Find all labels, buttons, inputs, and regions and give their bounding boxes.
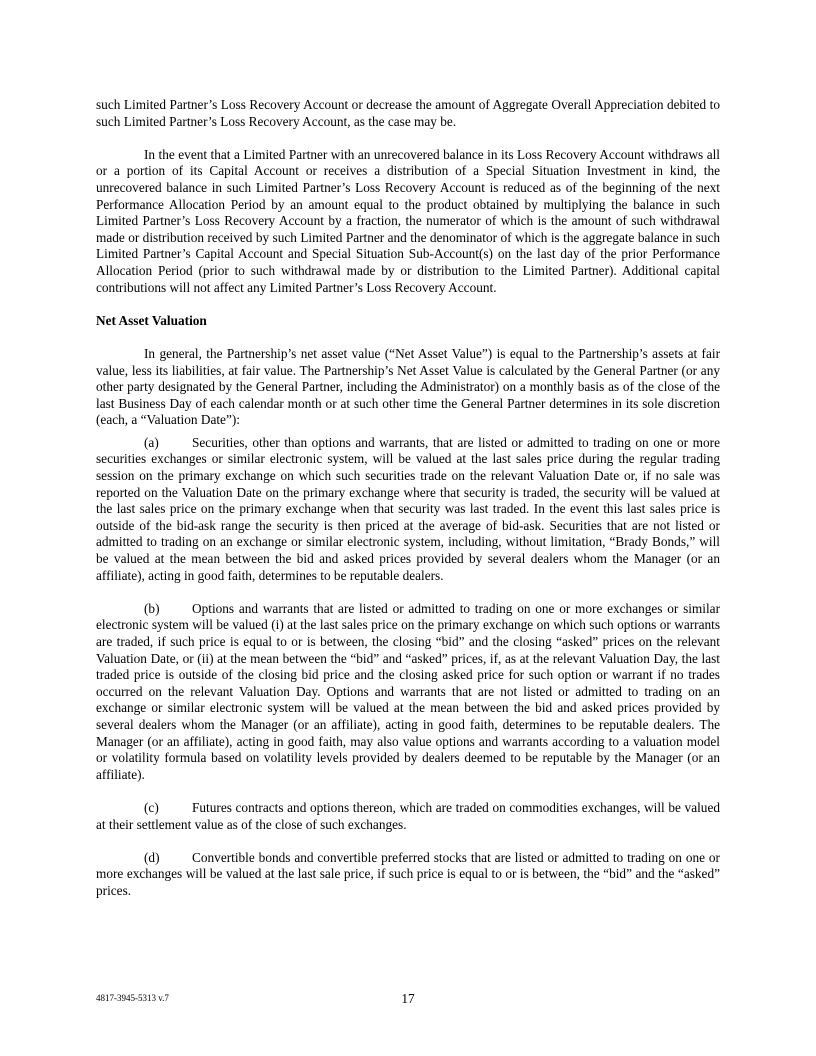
list-item-b xyxy=(96,601,720,784)
page-body xyxy=(96,97,720,900)
section-heading: Net Asset Valuation xyxy=(96,312,207,328)
item-text: Securities, other than options and warrants, that are listed or admitted to trading on one or more securities exchanges or similar electronic system, will be valued at the last sales price during the regular trading session on the primary exchange on which such securities trade on the relevant Valuation Date or, if no sale was reported on the Valuation Date on the primary exchange where that security is traded, the security will be valued at the last sales price on the primary exchange when that security was last traded. In the event this last sales price is outside of the bid-ask range the security is then priced at the average of bid-ask. Securities that are not listed or admitted to trading on an exchange or similar electronic system, including, without limitation, “Brady Bonds,” will be valued at the mean between the bid and asked prices provided by several dealers whom the Manager (or an affiliate), acting in good faith, determines to be reputable dealers. xyxy=(96,434,720,583)
list-item-c xyxy=(96,800,720,833)
document-id: 4817-3945-5313 v.7 xyxy=(96,993,169,1003)
item-marker: (c) xyxy=(144,799,159,815)
paragraph-continuation: such Limited Partner’s Loss Recovery Account or decrease the amount of Aggregate Overall Appreciation debited to such Limited Partner’s Loss Recovery Account, as the case may be. xyxy=(96,97,720,129)
list-item-d xyxy=(96,850,720,900)
item-marker: (a) xyxy=(144,434,159,450)
page-number: 17 xyxy=(401,991,415,1006)
item-text: Convertible bonds and convertible preferred stocks that are listed or admitted to trading on one or more exchanges will be valued at the last sale price, if such price is equal to or is between, the “bid” and the “asked” prices. xyxy=(96,849,720,898)
item-text: Futures contracts and options thereon, which are traded on commodities exchanges, will be valued at their settlement value as of the close of such exchanges. xyxy=(96,799,720,832)
list-item-a xyxy=(96,435,720,584)
item-text: Options and warrants that are listed or admitted to trading on one or more exchanges or similar electronic system will be valued (i) at the last sales price on the primary exchange on which such options or warrants are traded, if such price is equal to or is between, the closing “bid” and the closing “asked” prices on the relevant Valuation Date, or (ii) at the mean between the “bid” and “asked” prices, if, as at the relevant Valuation Day, the last traded price is outside of the closing bid price and the closing asked price for such option or warrant if no trades occurred on the relevant Valuation Day. Options and warrants that are not listed or admitted to trading on an exchange or similar electronic system will be valued at the mean between the bid and asked prices provided by several dealers whom the Manager (or an affiliate), acting in good faith, determines to be reputable dealers. The Manager (or an affiliate), acting in good faith, may also value options and warrants according to a valuation model or volatility formula based on volatility levels provided by dealers deemed to be reputable by the Manager (or an affiliate). xyxy=(96,600,720,782)
item-marker: (b) xyxy=(144,600,160,616)
paragraph-loss-recovery: In the event that a Limited Partner with an unrecovered balance in its Loss Recovery Account withdraws all or a portion of its Capital Account or receives a distribution of a Special Situation Investment in kind, the unrecovered balance in such Limited Partner’s Loss Recovery Account is reduced as of the beginning of the next Performance Allocation Period by an amount equal to the product obtained by multiplying the balance in such Limited Partner’s Loss Recovery Account by a fraction, the numerator of which is the amount of such withdrawal made or distribution received by such Limited Partner and the denominator of which is the aggregate balance in such Limited Partner’s Capital Account and Special Situation Sub-Account(s) on the last day of the prior Performance Allocation Period (prior to such withdrawal made by or distribution to the Limited Partner). Additional capital contributions will not affect any Limited Partner’s Loss Recovery Account. xyxy=(96,146,720,295)
paragraph-net-asset-value: In general, the Partnership’s net asset value (“Net Asset Value”) is equal to the Partnership’s assets at fair value, less its liabilities, at fair value. The Partnership’s Net Asset Value is calculated by the General Partner (or any other party designated by the General Partner, including the Administrator) on a monthly basis as of the close of the last Business Day of each calendar month or at such other time the General Partner determines in its sole discretion (each, a “Valuation Date”): xyxy=(96,345,720,428)
item-marker: (d) xyxy=(144,849,160,865)
